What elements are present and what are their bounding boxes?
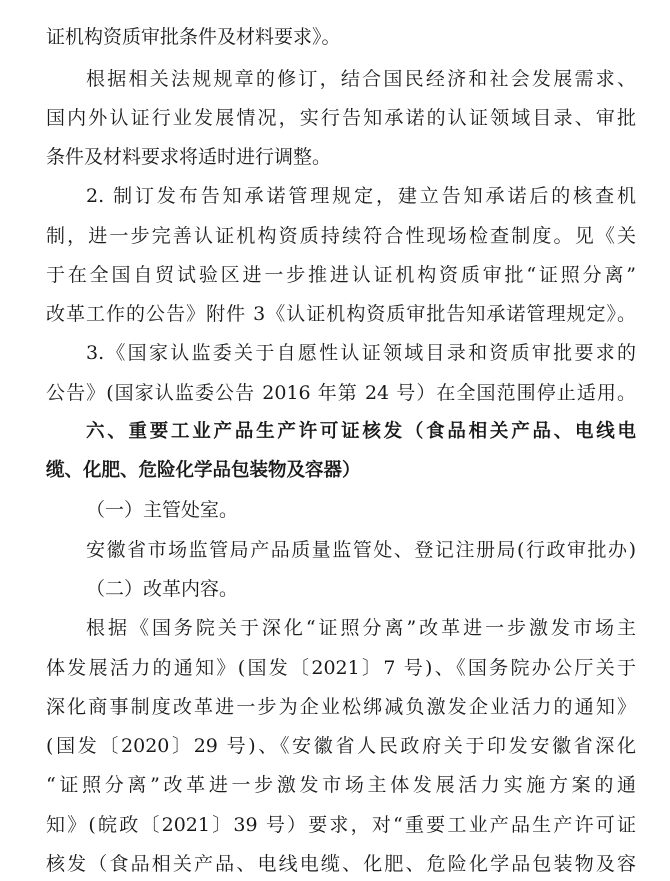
text-line: 条件及材料要求将适时进行调整。 — [46, 146, 332, 168]
text-line: 证机构资质审批条件及材料要求》。 — [46, 26, 341, 48]
text-line: (国发〔2020〕29 号)、《安徽省人民政府关于印发安徽省深化 — [46, 735, 636, 757]
text-line: 知》(皖政〔2021〕39 号）要求，对“重要工业产品生产许可证 — [46, 814, 636, 836]
text-line: 2. 制订发布告知承诺管理规定，建立告知承诺后的核查机 — [86, 185, 636, 207]
text-line: “证照分离”改革进一步激发市场主体发展活力实施方案的通 — [46, 774, 636, 796]
subsection-heading: （二）改革内容。 — [86, 578, 239, 600]
text-line: 3.《国家认监委关于自愿性认证领域目录和资质审批要求的 — [86, 342, 636, 364]
text-line: 公告》(国家认监委公告 2016 年第 24 号）在全国范围停止适用。 — [46, 382, 636, 404]
text-line: 于在全国自贸试验区进一步推进认证机构资质审批“证照分离” — [46, 264, 636, 286]
section-heading: 六、重要工业产品生产许可证核发（食品相关产品、电线电 — [86, 421, 636, 442]
text-line: 安徽省市场监管局产品质量监管处、登记注册局(行政审批办) — [86, 539, 636, 561]
text-line: 深化商事制度改革进一步为企业松绑减负激发企业活力的通知》 — [46, 696, 636, 718]
section-heading-continued: 缆、化肥、危险化学品包装物及容器） — [46, 460, 361, 481]
text-line: 制，进一步完善认证机构资质持续符合性现场检查制度。见《关 — [46, 225, 636, 247]
text-line: 核发（食品相关产品、电线电缆、化肥、危险化学品包装物及容 — [46, 853, 636, 875]
text-line: 根据《国务院关于深化“证照分离”改革进一步激发市场主 — [86, 617, 636, 639]
text-line: 根据相关法规规章的修订，结合国民经济和社会发展需求、 — [86, 68, 636, 90]
subsection-heading: （一）主管处室。 — [86, 499, 239, 521]
text-line: 改革工作的公告》附件 3《认证机构资质审批告知承诺管理规定》。 — [46, 303, 636, 325]
text-line: 国内外认证行业发展情况，实行告知承诺的认证领域目录、审批 — [46, 107, 636, 129]
text-line: 体发展活力的通知》(国发〔2021〕7 号)、《国务院办公厅关于 — [46, 657, 636, 679]
